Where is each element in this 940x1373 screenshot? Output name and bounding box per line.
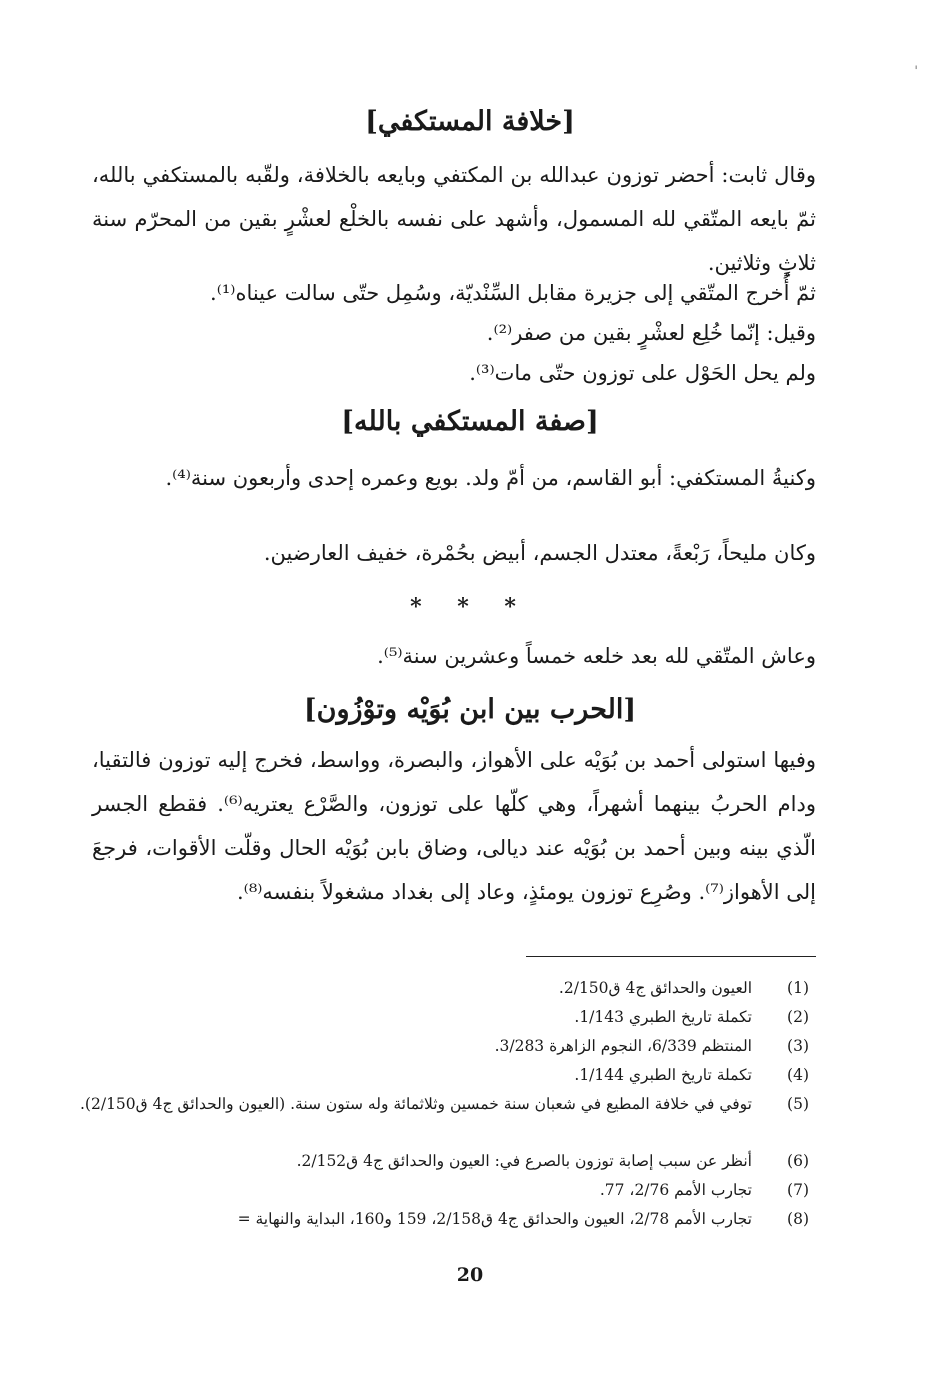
paragraph-thabit-account: وقال ثابت: أحضر توزون عبدالله بن المكتفي وبايعه بالخلافة، ولقّبه بالمستكفي بالله، ثمّ بايعه المتّقي لله المسمول، وأشهد على نفسه بالخلْع لعشْرٍ بقين من المحرّم سنة ثلاثٍ وثلاثين. [92,163,816,275]
paragraph-war-account: وفيها استولى أحمد بن بُوَيْه على الأهواز، والبصرة، وواسط، فخرج إليه توزون فالتقيا، ودام الحربُ بينهما أشهراً، وهي كلّها على توزون، والصَّرْع يعتريه⁽⁶⁾. فقطع الجسر الّذي بينه وبين أحمد بن بُوَيْه عند ديالى، وضاق بابن بُوَيْه الحال وقلّت الأقوات، فرجعَ إلى الأهواز⁽⁷⁾. وصُرِع توزون يومئذٍ، وعاد إلى بغداد مشغولاً بنفسه⁽⁸⁾. [92,748,816,904]
footnote-text: توفي في خلافة المطيع في شعبان سنة خمسين وثلاثمائة وله ستون سنة. (العيون والحدائق ج4 ق2/150). [80,1095,752,1113]
footnote-item [80,1148,816,1174]
footnote-item [80,975,816,1001]
footnote-item [80,1004,816,1030]
footnote-item [80,1033,816,1059]
heading-description-mustakfi: [صفة المستكفي بالله] [341,406,599,437]
paragraph-muttaqi-lived: وعاش المتّقي لله بعد خلعه خمساً وعشرين سنة⁽⁵⁾. [377,644,816,668]
heading-caliphate-mustakfi: [خلافة المستكفي] [365,106,575,137]
footnote-text: العيون والحدائق ج4 ق2/150. [558,979,752,997]
heading-war-buwayh-tuzun: [الحرب بين ابن بُوَيْه وتوْزُون] [303,694,637,725]
footnote-item [80,1062,816,1088]
paragraph-deposed-date: وقيل: إنّما خُلِع لعشْرٍ بقين من صفر⁽²⁾. [486,321,816,345]
paragraph-kunya: وكنيةُ المستكفي: أبو القاسم، من أمّ ولد. بويع وعمره إحدى وأربعون سنة⁽⁴⁾. [165,466,816,490]
footnote-text: تجارب الأمم 2/78، العيون والحدائق ج4 ق2/158، 159 و160، البداية والنهاية = [237,1210,752,1228]
paragraph-appearance: وكان مليحاً، رَبْعةً، معتدل الجسم، أبيض بحُمْرة، خفيف العارضين. [263,541,816,565]
footnote-number: (5) [787,1095,809,1113]
footnote-item [80,1091,816,1117]
footnote-divider [526,956,816,957]
paragraph-blinding: ثمّ أُخرج المتّقي إلى جزيرة مقابل السِّنْديّة، وسُمِل حتّى سالت عيناه⁽¹⁾. [210,281,816,305]
footnote-number: (6) [787,1152,809,1170]
footnote-number: (4) [787,1066,809,1084]
footnote-number: (1) [787,979,809,997]
footnote-item [80,1177,816,1203]
corner-mark: ' [914,64,918,79]
footnote-number: (7) [787,1181,809,1199]
paragraph-tuzun-death: ولم يحل الحَوْل على توزون حتّى مات⁽³⁾. [469,361,816,385]
footnote-text: المنتظم 6/339، النجوم الزاهرة 3/283. [494,1037,752,1055]
footnote-text: تجارب الأمم 2/76، 77. [599,1181,752,1199]
footnote-text: أنظر عن سبب إصابة توزون بالصرع في: العيون والحدائق ج4 ق2/152. [296,1152,752,1170]
footnote-number: (8) [787,1210,809,1228]
footnote-number: (3) [787,1037,809,1055]
footnote-text: تكملة تاريخ الطبري 1/143. [574,1008,752,1026]
section-separator: * * * [410,594,530,620]
footnote-item [80,1206,816,1232]
page-number: 20 [456,1264,484,1286]
footnote-text: تكملة تاريخ الطبري 1/144. [574,1066,752,1084]
footnote-number: (2) [787,1008,809,1026]
